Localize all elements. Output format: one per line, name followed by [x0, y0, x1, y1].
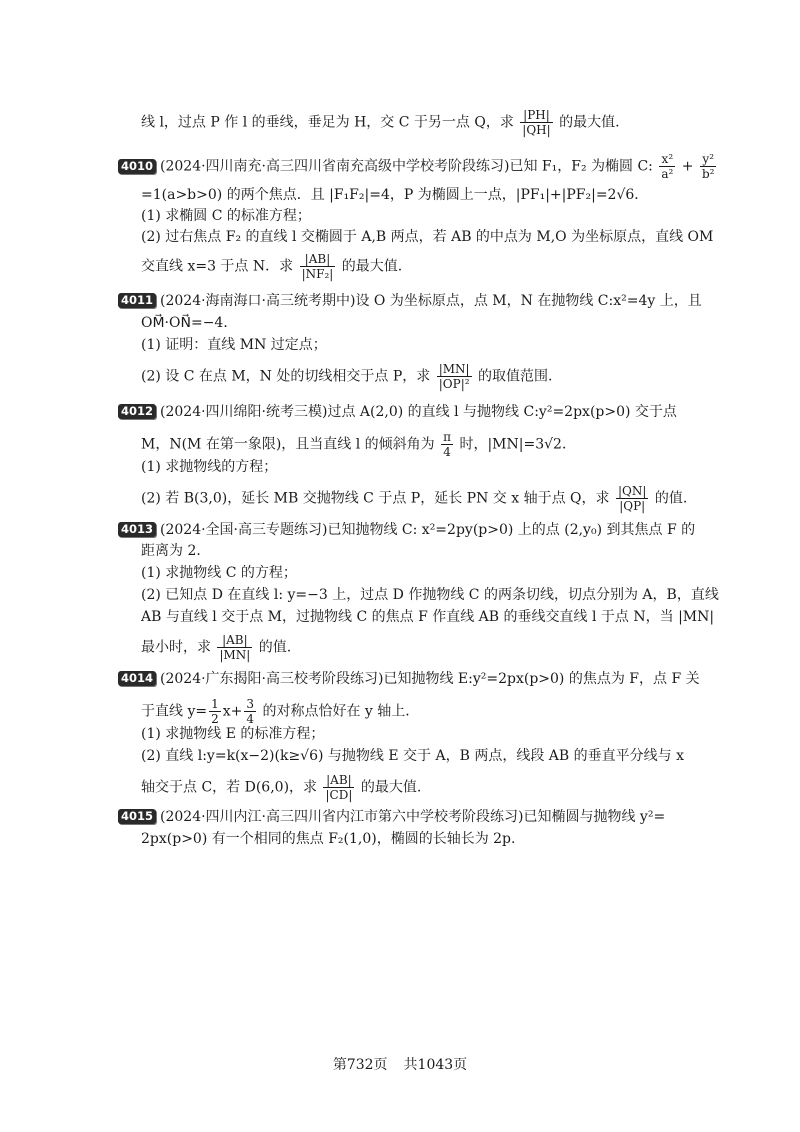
numerator: |PH|: [520, 108, 552, 123]
text: 的对称点恰好在 y 轴上．: [262, 703, 420, 720]
problem-4011-line-1: [121, 291, 702, 311]
problem-4013-line-5: AB 与直线 l 交于点 M，过抛物线 C 的焦点 F 作直线 AB 的垂线交直线 l 于点 N，当 |MN|: [141, 609, 715, 625]
problem-4013-line-2: 距离为 2．: [141, 543, 211, 559]
fraction-ab-mn: [217, 633, 252, 662]
denominator: |QP|: [619, 499, 646, 513]
problem-4011-line-2: OM⃗·ON⃗=−4．: [141, 315, 238, 331]
problem-4013-line-6: [141, 633, 681, 662]
problem-4013-line-1: [121, 520, 696, 540]
numerator: |AB|: [300, 252, 336, 267]
text: 的值.: [654, 490, 688, 507]
fraction-x2-a2: [659, 152, 675, 181]
numerator: |AB|: [323, 773, 354, 788]
denominator: a²: [661, 167, 674, 181]
numerator: π: [443, 430, 452, 444]
problem-number-badge: 4010: [118, 159, 156, 174]
fraction-y2-b2: [700, 152, 717, 181]
text: M，N(M 在第一象限)，且当直线 l 的倾斜角为: [141, 436, 435, 453]
fraction-3-4: [244, 697, 256, 726]
numerator: |AB|: [217, 633, 252, 648]
text: (2024·海南海口·高三统考期中)设 O 为坐标原点，点 M，N 在抛物线 C:x²=4y 上，且: [160, 293, 702, 309]
problem-4010-question-1: (1) 求椭圆 C 的标准方程；: [141, 208, 311, 224]
fraction-pi-4: [441, 430, 453, 459]
numerator: 3: [246, 697, 255, 711]
denominator: |MN|: [219, 648, 251, 662]
problem-4010-line-5: [141, 252, 681, 281]
denominator: |CD|: [325, 788, 353, 802]
text: 的最大值.: [559, 114, 620, 131]
problem-4013-question-2: (2) 已知点 D 在直线 l: y=−3 上，过点 D 作抛物线 C 的两条切线，切点分别为 A，B，直线: [141, 587, 719, 603]
problem-4010-line-2: =1(a>b>0) 的两个焦点．且 |F₁F₂|=4，P 为椭圆上一点，|PF₁|+|PF₂|=2√6．: [141, 187, 649, 203]
text: (2024·四川绵阳·统考三模)过点 A(2,0) 的直线 l 与抛物线 C:y²=2px(p>0) 交于点: [160, 404, 677, 420]
problem-4009-continuation: [141, 108, 681, 137]
total-pages: 共1043页: [403, 1057, 468, 1073]
problem-number-badge: 4012: [118, 404, 156, 419]
text: (2) 设 C 在点 M，N 处的切线相交于点 P，求: [141, 368, 431, 385]
problem-4012-line-1: [121, 402, 681, 422]
problem-4012-question-2: [141, 484, 688, 513]
text: (2024·广东揭阳·高三校考阶段练习)已知抛物线 E:y²=2px(p>0) 的焦点为 F，点 F 关: [160, 671, 700, 687]
page-footer: [0, 1055, 800, 1075]
denominator: b²: [701, 167, 715, 181]
page-number: 第732页: [332, 1057, 388, 1073]
problem-4011-question-1: (1) 证明：直线 MN 过定点；: [141, 337, 327, 353]
fraction-ab-cd: [323, 773, 354, 802]
problem-4014-line-1: [121, 669, 700, 689]
text: (2024·四川南充·高三四川省南充高级中学校考阶段练习)已知 F₁，F₂ 为椭圆 C:: [160, 158, 653, 175]
fraction-ph-qh: [520, 108, 552, 137]
text: 的值.: [258, 639, 292, 656]
denominator: |OP|²: [438, 377, 470, 391]
numerator: |MN|: [438, 362, 470, 376]
text: 时，|MN|=3√2．: [459, 436, 576, 453]
problem-4010-line-1: [121, 152, 715, 181]
text: 轴交于点 C，若 D(6,0)，求: [141, 779, 318, 796]
problem-4013-question-1: (1) 求抛物线 C 的方程；: [141, 565, 297, 581]
problem-number-badge: 4011: [118, 293, 156, 308]
problem-4014-question-1: (1) 求抛物线 E 的标准方程；: [141, 726, 325, 742]
problem-number-badge: 4014: [118, 671, 156, 686]
denominator: |NF₂|: [301, 267, 334, 281]
problem-4014-line-2: [141, 697, 681, 726]
denominator: |QH|: [522, 123, 551, 137]
fraction-qn-qp: [616, 484, 648, 513]
numerator: x²: [659, 152, 675, 167]
problem-4012-question-1: (1) 求抛物线的方程；: [141, 459, 278, 475]
problem-4014-line-5: [141, 773, 681, 802]
problem-4014-question-2: (2) 直线 l:y=k(x−2)(k≥√6) 与抛物线 E 交于 A，B 两点，线段 AB 的垂直平分线与 x: [141, 748, 684, 764]
denominator: 4: [246, 712, 255, 726]
text: 线 l，过点 P 作 l 的垂线，垂足为 H，交 C 于另一点 Q，求: [141, 114, 514, 131]
fraction-mn-op2: [437, 362, 472, 391]
problem-4012-line-2: [141, 430, 681, 459]
denominator: 4: [443, 445, 451, 459]
problem-4015-line-1: [121, 807, 681, 827]
text: 交直线 x=3 于点 N．求: [141, 258, 294, 275]
text: 的最大值.: [341, 258, 403, 275]
numerator: y²: [700, 152, 717, 167]
text: (2024·全国·高三专题练习)已知抛物线 C: x²=2py(p>0) 上的点 (2,y₀) 到其焦点 F 的: [160, 522, 696, 538]
text: 最小时，求: [141, 639, 211, 656]
denominator: 2: [211, 712, 219, 726]
problem-number-badge: 4013: [118, 522, 156, 537]
problem-4010-question-2: (2) 过右焦点 F₂ 的直线 l 交椭圆于 A,B 两点，若 AB 的中点为 M,O 为坐标原点，直线 OM: [141, 229, 714, 245]
text: (2) 若 B(3,0)，延长 MB 交抛物线 C 于点 P，延长 PN 交 x 轴于点 Q，求: [141, 490, 610, 507]
problem-number-badge: 4015: [118, 809, 156, 824]
fraction-1-2: [209, 697, 221, 726]
text: 的最大值.: [360, 779, 422, 796]
fraction-ab-nf2: [300, 252, 336, 281]
numerator: |QN|: [617, 484, 647, 498]
problem-4011-question-2: [141, 362, 681, 391]
operator: +: [681, 158, 694, 175]
text: x+: [222, 703, 243, 720]
text: 的取值范围.: [478, 368, 553, 385]
text: (2024·四川内江·高三四川省内江市第六中学校考阶段练习)已知椭圆与抛物线 y²=: [160, 809, 666, 825]
numerator: 1: [211, 697, 219, 711]
text: 于直线 y=: [141, 703, 208, 720]
problem-4015-line-2: 2px(p>0) 有一个相同的焦点 F₂(1,0)，椭圆的长轴长为 2p.: [141, 831, 516, 847]
